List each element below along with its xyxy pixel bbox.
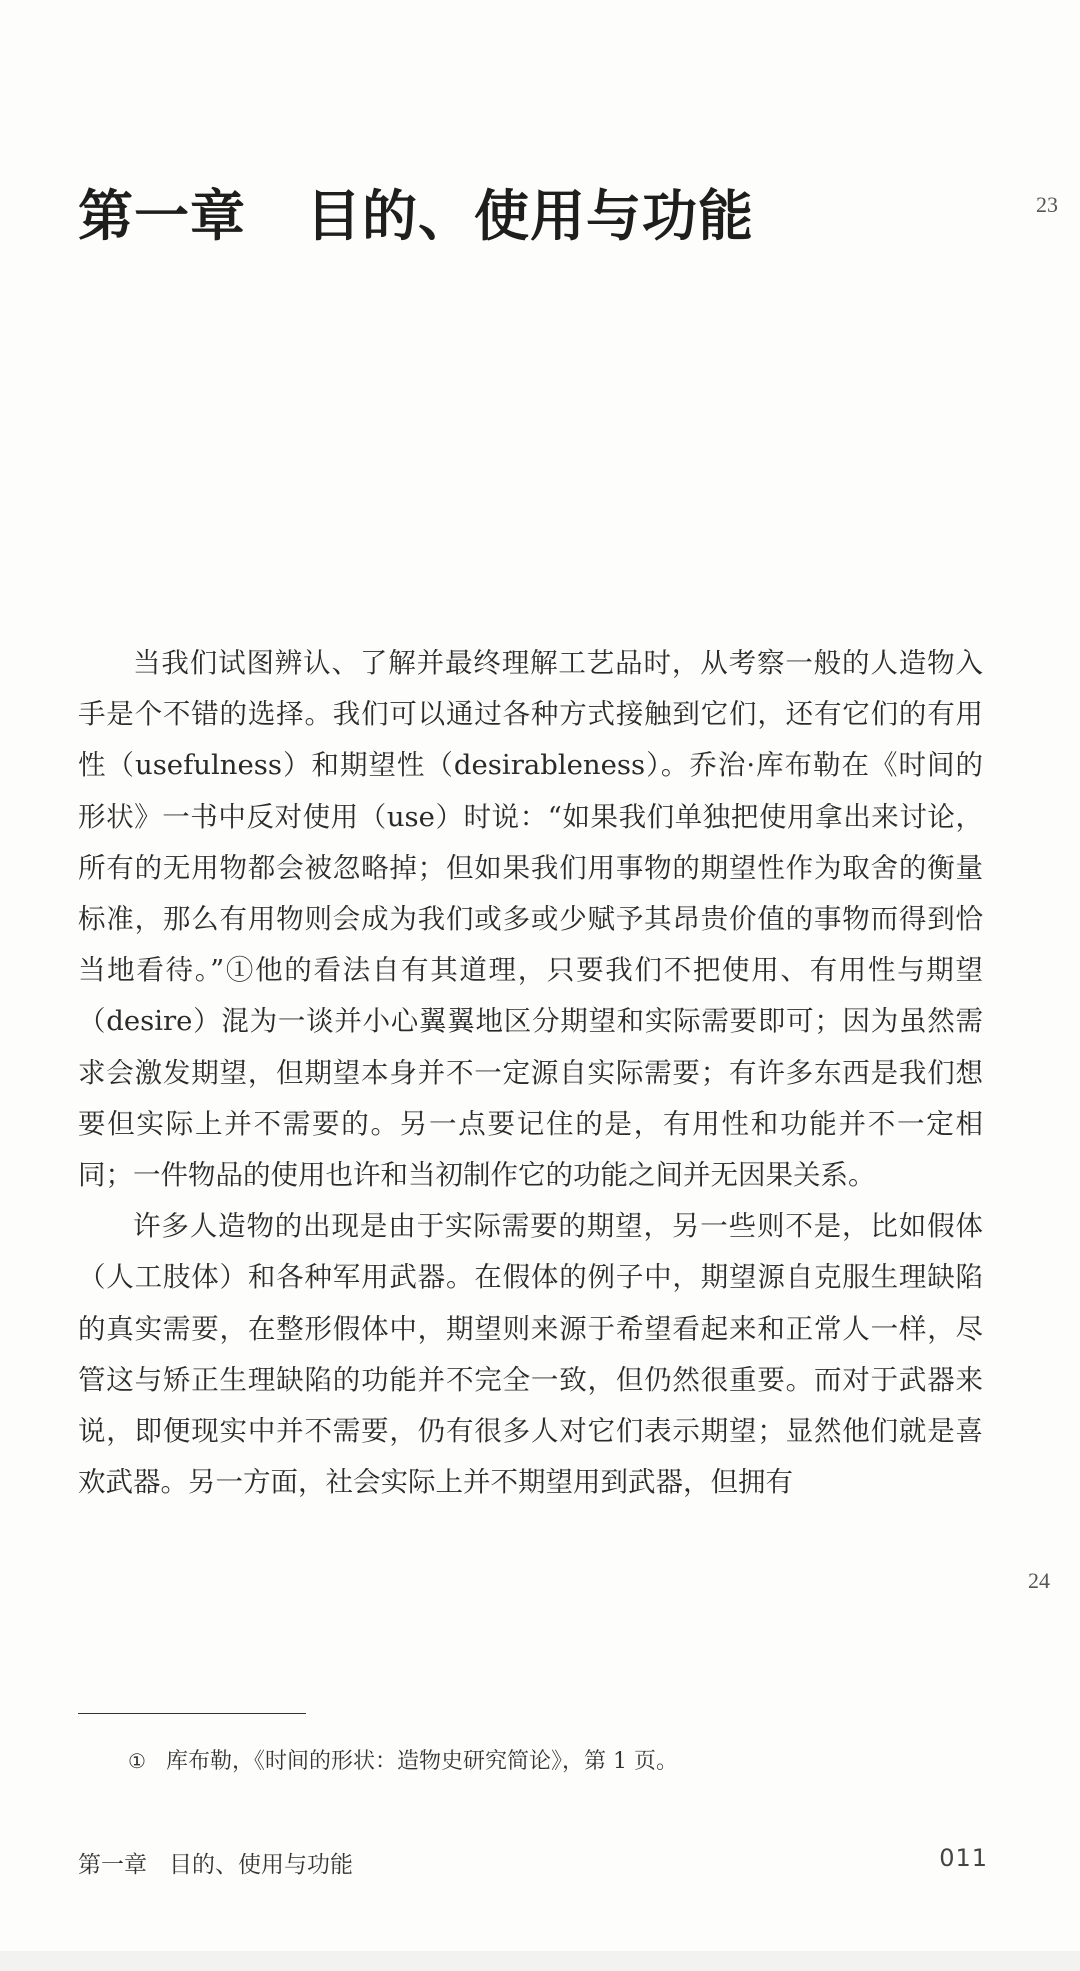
paragraph: 当我们试图辨认、了解并最终理解工艺品时，从考察一般的人造物入手是个不错的选择。我们可以通过各种方式接触到它们，还有它们的有用性（usefulness）和期望性（desirableness）。乔治·库布勒在《时间的形状》一书中反对使用（use）时说：“如果我们单独把使用拿出来讨论，所有的无用物都会被忽略掉；但如果我们用事物的期望性作为取舍的衡量标准，那么有用物则会成为我们或多或少赋予其昂贵价值的事物而得到恰当地看待。”①他的看法自有其道理，只要我们不把使用、有用性与期望（desire）混为一谈并小心翼翼地区分期望和实际需要即可；因为虽然需求会激发期望，但期望本身并不一定源自实际需要；有许多东西是我们想要但实际上并不需要的。另一点要记住的是，有用性和功能并不一定相同；一件物品的使用也许和当初制作它的功能之间并无因果关系。 — [78, 647, 983, 1192]
footnote-divider — [78, 1713, 306, 1714]
footer-chapter-title: 目的、使用与功能 — [169, 1852, 353, 1878]
paragraph: 许多人造物的出现是由于实际需要的期望，另一些则不是，比如假体（人工肢体）和各种军用武器。在假体的例子中，期望源自克服生理缺陷的真实需要，在整形假体中，期望则来源于希望看起来和正常人一样，尽管这与矫正生理缺陷的功能并不完全一致，但仍然很重要。而对于武器来说，即便现实中并不需要，仍有很多人对它们表示期望；显然他们就是喜欢武器。另一方面，社会实际上并不期望用到武器，但拥有 — [78, 1210, 983, 1499]
footer-chapter-label: 第一章 — [78, 1852, 147, 1878]
margin-page-number: 24 — [1028, 1568, 1050, 1593]
page-number: 011 — [939, 1844, 988, 1872]
footnote-marker: ① — [128, 1749, 146, 1773]
footnote — [130, 1746, 678, 1777]
margin-page-number: 23 — [1036, 192, 1058, 217]
footnote-text: 库布勒，《时间的形状：造物史研究简论》，第 1 页。 — [166, 1749, 678, 1774]
running-footer — [78, 1846, 353, 1879]
chapter-number: 第一章 — [78, 184, 247, 248]
chapter-heading — [78, 176, 754, 256]
chapter-title: 目的、使用与功能 — [306, 184, 755, 248]
body-text — [78, 638, 983, 1508]
